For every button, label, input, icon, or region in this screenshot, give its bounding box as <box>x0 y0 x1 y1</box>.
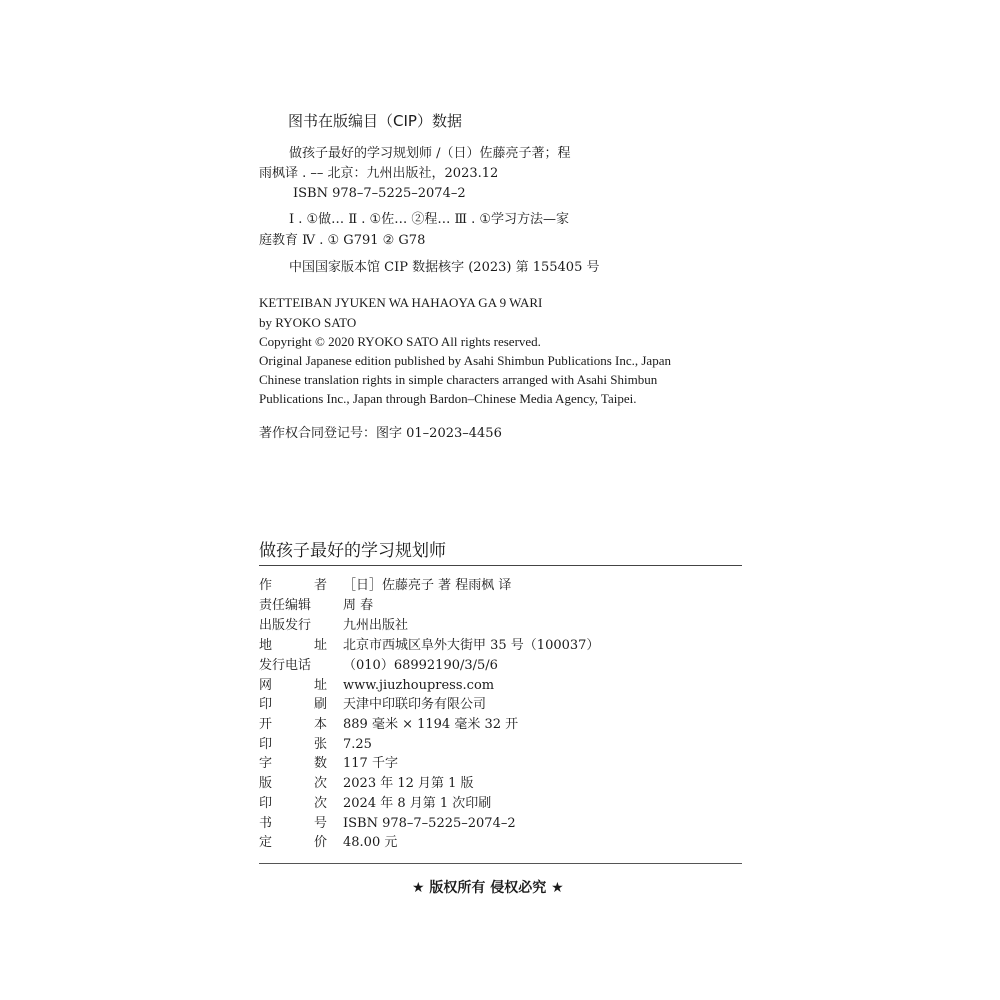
info-value: （010）68992190/3/5/6 <box>343 658 498 673</box>
info-label: 印 次 <box>259 796 327 811</box>
cip-line: Ⅰ . ①做… Ⅱ . ①佐… ②程… Ⅲ . ①学习方法—家 <box>289 212 570 227</box>
book-title: 做孩子最好的学习规划师 <box>259 541 446 561</box>
bottom-divider <box>259 863 742 864</box>
info-value: 北京市西城区阜外大街甲 35 号（100037） <box>343 638 600 653</box>
cip-heading: 图书在版编目（CIP）数据 <box>288 112 462 130</box>
top-divider <box>259 565 742 566</box>
translation-rights: Chinese translation rights in simple characters arranged with Asahi Shimbun <box>259 372 658 387</box>
info-label: 作 者 <box>259 578 327 593</box>
info-label: 发行电话 <box>259 658 312 673</box>
info-value: 九州出版社 <box>343 618 409 633</box>
info-label: 印 刷 <box>259 697 327 712</box>
cip-line: 庭教育 Ⅳ . ① G791 ② G78 <box>259 233 426 248</box>
info-value: 2023 年 12 月第 1 版 <box>343 776 474 791</box>
info-value: 天津中印联印务有限公司 <box>343 697 487 712</box>
info-value: 7.25 <box>343 737 372 752</box>
info-value: 周 春 <box>343 598 374 613</box>
info-label: 地 址 <box>259 638 327 653</box>
original-edition: Original Japanese edition published by Asahi Shimbun Publications Inc., Japan <box>259 353 671 368</box>
cip-line: ISBN 978–7–5225–2074–2 <box>293 186 466 201</box>
info-label: 印 张 <box>259 737 327 752</box>
info-label: 网 址 <box>259 678 327 693</box>
translation-rights: Publications Inc., Japan through Bardon–Chinese Media Agency, Taipei. <box>259 391 637 406</box>
copyright-notice: Copyright © 2020 RYOKO SATO All rights reserved. <box>259 334 541 349</box>
contract-registration: 著作权合同登记号：图字 01–2023–4456 <box>259 426 502 441</box>
info-value: 48.00 元 <box>343 835 398 850</box>
info-label: 出版发行 <box>259 618 312 633</box>
original-title: KETTEIBAN JYUKEN WA HAHAOYA GA 9 WARI <box>259 295 543 310</box>
info-value: ［日］佐藤亮子 著 程雨枫 译 <box>343 578 512 593</box>
info-value: 889 毫米 × 1194 毫米 32 开 <box>343 717 519 732</box>
cip-line: 做孩子最好的学习规划师 /（日）佐藤亮子著；程 <box>289 146 571 161</box>
info-label: 书 号 <box>259 816 327 831</box>
info-label: 版 次 <box>259 776 327 791</box>
cip-number: 中国国家版本馆 CIP 数据核字 (2023) 第 155405 号 <box>289 260 600 275</box>
cip-line: 雨枫译 . –– 北京：九州出版社，2023.12 <box>259 166 499 181</box>
original-author: by RYOKO SATO <box>259 315 357 330</box>
info-value: 2024 年 8 月第 1 次印刷 <box>343 796 492 811</box>
info-value: www.jiuzhoupress.com <box>343 678 495 693</box>
rights-reserved-notice: ★ 版权所有 侵权必究 ★ <box>412 880 564 896</box>
info-label: 字 数 <box>259 756 327 771</box>
info-value: ISBN 978–7–5225–2074–2 <box>343 816 516 831</box>
info-label: 定 价 <box>259 835 327 850</box>
info-label: 责任编辑 <box>259 598 312 613</box>
info-label: 开 本 <box>259 717 327 732</box>
info-value: 117 千字 <box>343 756 398 771</box>
